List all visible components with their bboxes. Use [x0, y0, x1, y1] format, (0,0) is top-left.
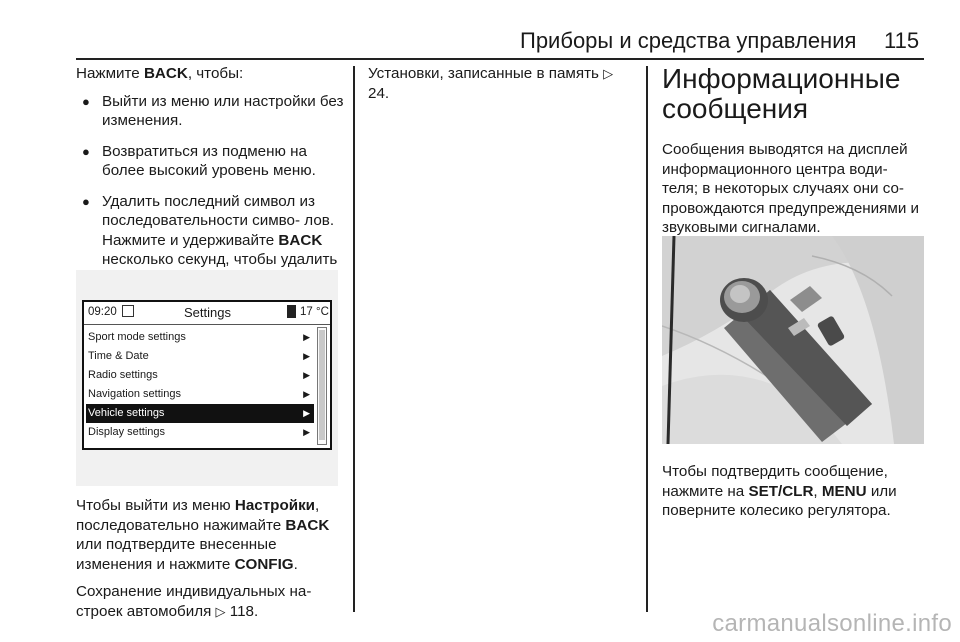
thermometer-icon	[287, 305, 296, 318]
list-item: ● Выйти из меню или настройки без изменения.	[76, 92, 344, 131]
back-intro: Нажмите BACK, чтобы:	[76, 65, 244, 82]
steering-lever-figure	[662, 236, 924, 444]
screen-scrollbar[interactable]	[317, 327, 327, 445]
back-actions-list	[76, 92, 344, 290]
chevron-right-icon: ▶	[303, 427, 310, 437]
settings-screen	[82, 300, 332, 450]
header-rule	[76, 58, 924, 60]
exit-menu-instruction: Чтобы выйти из меню Настройки, последовательно нажимайте BACK или подтвердите внесенные изменения и нажмите CONFIG.	[76, 497, 330, 573]
scrollbar-thumb[interactable]	[319, 330, 325, 440]
menu-item-radio-settings[interactable]: Radio settings ▶	[86, 366, 314, 385]
screen-status-bar	[84, 302, 330, 325]
confirm-message-instruction: Чтобы подтвердить сообщение, нажмите на SET/CLR, MENU или поверните колесико регулятора.	[662, 463, 897, 519]
chevron-right-icon: ▶	[303, 389, 310, 399]
arrow-ref-icon: ▷	[215, 603, 226, 619]
column-1	[76, 64, 344, 300]
chevron-right-icon: ▶	[303, 332, 310, 342]
list-item: ● Возвратиться из подменю на более высокий уровень меню.	[76, 142, 344, 181]
page-number: 115	[884, 28, 920, 53]
section-heading: Информационные сообщения	[662, 63, 901, 124]
column-divider-1	[353, 66, 355, 612]
column-3	[662, 64, 924, 246]
arrow-ref-icon: ▷	[603, 66, 614, 81]
screen-title: Settings	[184, 305, 231, 320]
save-settings-ref: Сохранение индивидуальных на- строек автомобиля ▷ 118.	[76, 583, 312, 620]
page-header-title: Приборы и средства управления	[520, 28, 857, 53]
list-item: ● Удалить последний символ из последовательности симво- лов. Нажмите и удерживайте BACK несколько секунд, чтобы удалить	[76, 192, 344, 290]
menu-item-display-settings[interactable]: Display settings ▶	[86, 423, 314, 442]
menu-item-time-date[interactable]: Time & Date ▶	[86, 347, 314, 366]
lever-photo	[662, 236, 924, 444]
memory-settings-ref: Установки, записанные в память ▷ 24.	[368, 65, 614, 102]
column-divider-2	[646, 66, 648, 612]
column-1-lower	[76, 496, 344, 629]
column-2	[368, 64, 638, 111]
clock-icon	[122, 305, 134, 317]
watermark: carmanualsonline.info	[712, 610, 952, 637]
menu-item-vehicle-settings[interactable]: Vehicle settings ▶	[86, 404, 314, 423]
menu-item-sport-mode-settings[interactable]: Sport mode settings ▶	[86, 328, 314, 347]
settings-screen-figure	[76, 270, 338, 486]
screen-time: 09:20	[88, 306, 117, 318]
chevron-right-icon: ▶	[303, 351, 310, 361]
chevron-right-icon: ▶	[303, 370, 310, 380]
chevron-right-icon: ▶	[303, 408, 310, 418]
column-3-lower	[662, 462, 924, 529]
screen-temperature: 17 °C	[300, 306, 329, 318]
menu-item-navigation-settings[interactable]: Navigation settings ▶	[86, 385, 314, 404]
section-body: Сообщения выводятся на дисплей информационного центра води- теля; в некоторых случаях они со- провождаются предупреждениями и звуковыми сигналами.	[662, 141, 920, 236]
